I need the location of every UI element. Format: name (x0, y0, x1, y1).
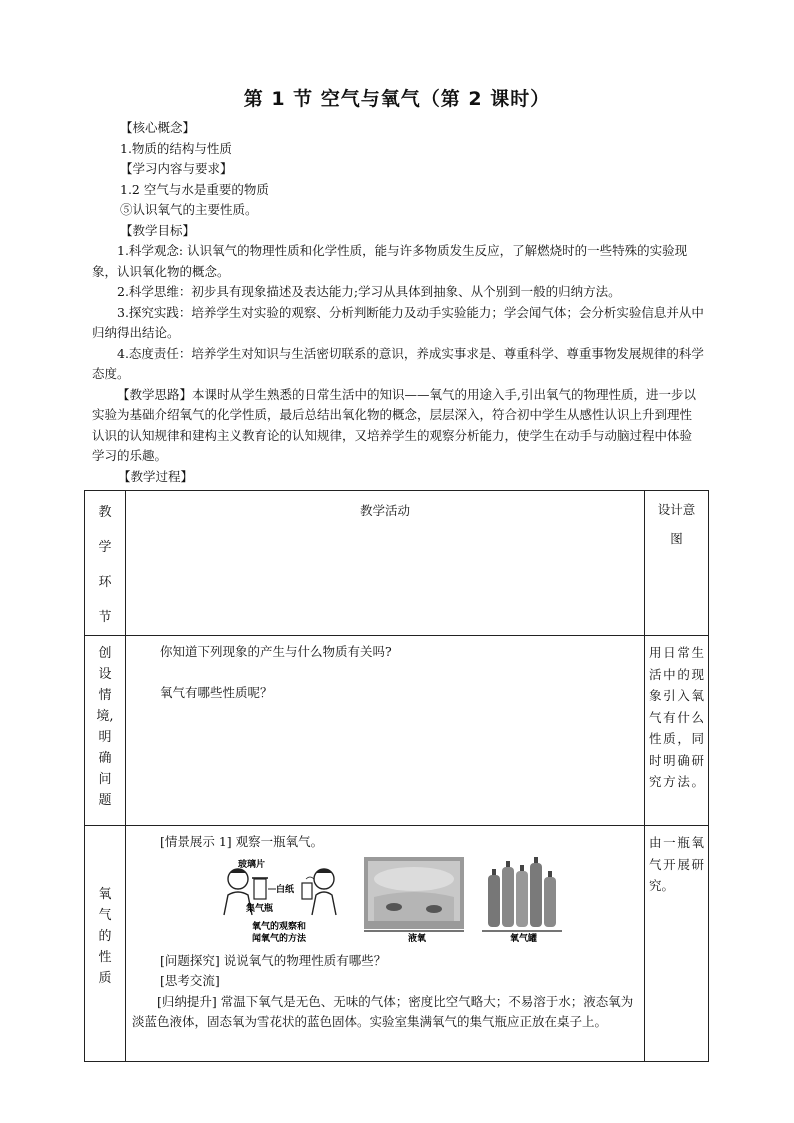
goals-block (92, 241, 704, 487)
stage-cell (85, 636, 126, 826)
header-char: 节 (98, 610, 112, 625)
stage-cell (85, 826, 126, 1062)
core-concept-header: 【核心概念】 (120, 120, 196, 135)
goal-item: 3.探究实践：培养学生对实验的观察、分析判断能力及动手实验能力；学会闻气体；会分析实验信息并从中归纳得出结论。 (92, 304, 704, 340)
goal-item: 4.态度责任：培养学生对知识与生活密切联系的意识，养成实事求是、尊重科学、尊重事物发展规律的科学态度。 (92, 345, 704, 381)
activity-text: 你知道下列现象的产生与什么物质有关吗? (160, 644, 392, 659)
header-activity-cell (126, 491, 645, 636)
header-char: 教 (98, 505, 112, 520)
document-body (118, 118, 704, 241)
stage-char: 题 (98, 793, 112, 808)
label-glass: 玻璃片 (238, 859, 266, 870)
stage-char: 设 (98, 667, 112, 682)
header-char: 学 (98, 540, 112, 555)
problem-text: [问题探究] 说说氧气的物理性质有哪些？ (160, 952, 387, 968)
oxygen-observation-figure (216, 857, 346, 943)
table-row (85, 826, 709, 1062)
header-intent-cell (645, 491, 709, 636)
stage-char: 情 (98, 688, 112, 703)
activity-cell (126, 826, 645, 1062)
intent-text: 由一瓶氧气开展研究。 (649, 835, 704, 893)
stage-char: 境, (96, 709, 114, 724)
table-header-row (85, 491, 709, 636)
stage-char: 明 (98, 730, 112, 745)
oxygen-cylinders-photo (482, 857, 562, 943)
table-row (85, 636, 709, 826)
label-bottle: 集气瓶 (246, 903, 274, 914)
goals-header: 【教学目标】 (120, 222, 196, 238)
content-header: 【学习内容与要求】 (120, 161, 233, 176)
header-intent-line: 设计意 (657, 502, 696, 517)
stage-char: 确 (98, 751, 112, 766)
scene-text: [情景展示 1] 观察一瓶氧气。 (160, 834, 324, 849)
stage-char: 氧 (98, 887, 112, 902)
stage-char: 问 (98, 772, 112, 787)
process-header: 【教学过程】 (118, 468, 194, 484)
stage-char: 质 (98, 971, 112, 986)
teaching-approach: 【教学思路】本课时从学生熟悉的日常生活中的知识——氧气的用途入手,引出氧气的物理性质，进一步以实验为基础介绍氧气的化学性质，最后总结出氧化物的概念，层层深入，符合初中学生从感性认识上升到理性认识的认知规律和建构主义教育论的认知规律，又培养学生的观察分析能力，使学生在动手与动脑过程中体验学习的乐趣。 (92, 386, 696, 463)
figures-row (216, 857, 638, 943)
intent-text: 用日常生活中的现象引入氧气有什么性质，同时明确研究方法。 (649, 645, 704, 789)
think-text: [思考交流] (160, 973, 220, 988)
stage-char: 创 (98, 646, 112, 661)
content-item: 1.2 空气与水是重要的物质 (120, 181, 269, 197)
intent-cell (645, 826, 709, 1062)
caption-line1: 氧气的观察和 (252, 921, 307, 932)
intent-cell (645, 636, 709, 826)
content-item: ⑤认识氧气的主要性质。 (120, 202, 258, 217)
activity-text: 氧气有哪些性质呢？ (160, 684, 273, 700)
header-char: 环 (98, 575, 112, 590)
page-title: 第 1 节 空气与氧气（第 2 课时） (243, 88, 551, 110)
stage-char: 的 (98, 929, 112, 944)
goal-item: 2.科学思维：初步具有现象描述及表达能力;学习从具体到抽象、从个别到一般的归纳方法。 (117, 284, 621, 299)
label-liquid-oxygen: 液氧 (408, 933, 427, 943)
goal-item: 1.科学观念: 认识氧气的物理性质和化学性质，能与许多物质发生反应，了解燃烧时的一些特殊的实验现象，认识氧化物的概念。 (92, 243, 688, 279)
liquid-oxygen-photo (364, 857, 464, 943)
stage-char: 性 (98, 950, 112, 965)
label-paper: 白纸 (276, 884, 295, 895)
caption-line2: 闻氧气的方法 (252, 933, 307, 943)
process-table (84, 490, 709, 1062)
label-cylinders: 氧气罐 (510, 933, 538, 943)
summary-text: [归纳提升] 常温下氧气是无色、无味的气体；密度比空气略大；不易溶于水；液态氧为淡蓝色液体，固态氧为雪花状的蓝色固体。实验室集满氧气的集气瓶应正放在桌子上。 (132, 993, 634, 1029)
header-activity-label: 教学活动 (359, 503, 410, 518)
header-stage-cell (85, 491, 126, 636)
activity-cell (126, 636, 645, 826)
stage-char: 气 (98, 908, 112, 923)
header-intent-line: 图 (670, 531, 683, 546)
core-concept-item: 1.物质的结构与性质 (120, 140, 232, 156)
